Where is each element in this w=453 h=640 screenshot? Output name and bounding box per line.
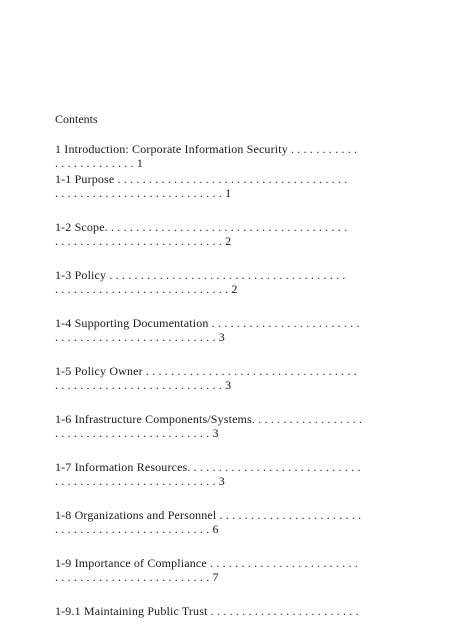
toc-entry-title-line: 1-4 Supporting Documentation . . . . . . . . . . . . . . . . . . . . . . . . bbox=[55, 316, 360, 330]
toc-entry bbox=[55, 556, 400, 584]
table-of-contents bbox=[55, 142, 400, 618]
toc-entry-page-line: . . . . . . . . . . . . . . . . . . . . . . . . . . . 2 bbox=[55, 234, 232, 248]
toc-entry-page-line: . . . . . . . . . . . . . . . . . . . . . . . . . 7 bbox=[55, 570, 219, 584]
toc-entry-page-line: . . . . . . . . . . . . . . . . . . . . . . . . . . 3 bbox=[55, 330, 225, 344]
toc-entry bbox=[55, 142, 400, 170]
toc-entry bbox=[55, 364, 400, 392]
toc-entry-title-line: 1-3 Policy . . . . . . . . . . . . . . . . . . . . . . . . . . . . . . . . . . . . . . bbox=[55, 268, 346, 282]
toc-entry-title-line: 1-1 Purpose . . . . . . . . . . . . . . . . . . . . . . . . . . . . . . . . . . . . . bbox=[55, 172, 348, 186]
toc-entry-page-line: . . . . . . . . . . . . . 1 bbox=[55, 156, 144, 170]
toc-entry-title-line: 1-9 Importance of Compliance . . . . . . . . . . . . . . . . . . . . . . . . bbox=[55, 556, 359, 570]
toc-entry-title-line: 1-2 Scope. . . . . . . . . . . . . . . . . . . . . . . . . . . . . . . . . . . . . . . bbox=[55, 220, 348, 234]
toc-entry-title-line: 1 Introduction: Corporate Information Security . . . . . . . . . . . bbox=[55, 142, 358, 156]
contents-heading: Contents bbox=[55, 112, 98, 126]
toc-entry bbox=[55, 316, 400, 344]
toc-entry-title-line: 1-6 Infrastructure Components/Systems. . . . . . . . . . . . . . . . . . bbox=[55, 412, 363, 426]
toc-entry bbox=[55, 412, 400, 440]
toc-entry bbox=[55, 268, 400, 296]
toc-entry bbox=[55, 172, 400, 200]
toc-entry-page-line: . . . . . . . . . . . . . . . . . . . . . . . . . . 3 bbox=[55, 474, 225, 488]
toc-entry-title-line: 1-5 Policy Owner . . . . . . . . . . . . . . . . . . . . . . . . . . . . . . . . . . bbox=[55, 364, 357, 378]
toc-entry-title-line: 1-9.1 Maintaining Public Trust . . . . . . . . . . . . . . . . . . . . . . . . bbox=[55, 604, 359, 618]
toc-entry bbox=[55, 508, 400, 536]
toc-entry-page-line: . . . . . . . . . . . . . . . . . . . . . . . . . . . 1 bbox=[55, 186, 232, 200]
toc-entry-page-line: . . . . . . . . . . . . . . . . . . . . . . . . . 3 bbox=[55, 426, 219, 440]
toc-entry-page-line: . . . . . . . . . . . . . . . . . . . . . . . . . . . . 2 bbox=[55, 282, 238, 296]
toc-entry-title-line: 1-7 Information Resources. . . . . . . . . . . . . . . . . . . . . . . . . . . . bbox=[55, 460, 361, 474]
toc-entry-page-line: . . . . . . . . . . . . . . . . . . . . . . . . . . . 3 bbox=[55, 378, 232, 392]
toc-entry bbox=[55, 460, 400, 488]
toc-entry bbox=[55, 604, 400, 618]
toc-entry-title-line: 1-8 Organizations and Personnel . . . . . . . . . . . . . . . . . . . . . . . bbox=[55, 508, 362, 522]
toc-entry-page-line: . . . . . . . . . . . . . . . . . . . . . . . . . 6 bbox=[55, 522, 219, 536]
toc-entry bbox=[55, 220, 400, 248]
